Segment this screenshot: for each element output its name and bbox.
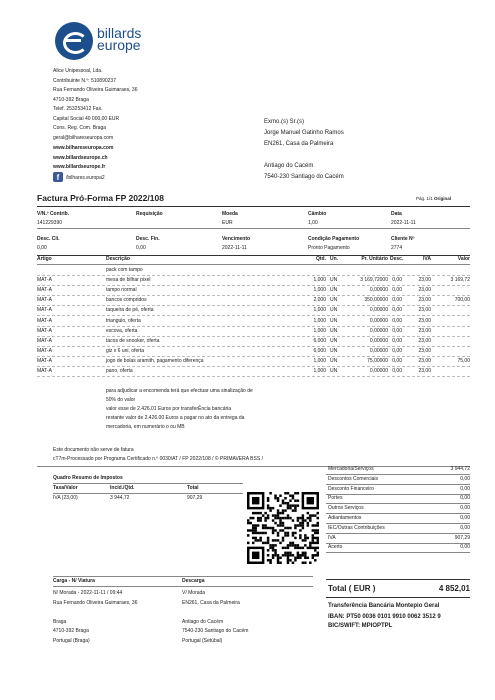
- load-address: [53, 589, 138, 646]
- items-cell: 0,00000: [369, 287, 388, 294]
- meta-value: 1,00: [308, 220, 318, 226]
- items-cell: 2,000: [313, 297, 326, 304]
- items-cell: UN: [330, 307, 338, 314]
- meta-value: 0,00: [136, 245, 146, 251]
- items-cell: tacos de snooker, oferta: [106, 337, 160, 344]
- company-websites: [53, 144, 113, 173]
- summary-label: Acerto: [328, 544, 343, 551]
- row-separator: [37, 326, 470, 327]
- items-cell: 23,00: [418, 327, 431, 334]
- summary-value: 0,00: [460, 515, 470, 521]
- company-info-line: 4710-392 Braga: [53, 96, 89, 103]
- row-separator: [37, 285, 470, 286]
- meta-value: 141229390: [37, 220, 63, 226]
- row-separator: [37, 295, 470, 296]
- meta-label: Vencimento: [222, 236, 251, 242]
- items-cell: 0,00: [392, 337, 402, 344]
- note-line: mercadoria, em numerário o ou MB: [106, 424, 185, 430]
- footer-divider: [37, 466, 470, 467]
- row-separator: [37, 275, 470, 276]
- total-divider: [326, 579, 470, 580]
- title-divider: [37, 206, 470, 207]
- summary-label: Adiantamentos: [328, 515, 362, 521]
- company-info-line: Telef. 253253412 Fax.: [53, 106, 103, 112]
- items-cell: 3 169,72: [450, 277, 470, 284]
- items-cell: MAT-A: [37, 297, 52, 304]
- items-cell: 23,00: [418, 347, 431, 354]
- items-cell: 0,00: [392, 297, 402, 304]
- items-header-cell: Pr. Unitário: [361, 256, 388, 262]
- qr-code-icon: [247, 492, 319, 564]
- items-header-divider: [37, 264, 470, 265]
- items-cell: escova, oferta: [106, 327, 138, 334]
- items-cell: UN: [330, 297, 338, 304]
- items-cell: UN: [330, 287, 338, 294]
- items-cell: 6,000: [313, 337, 326, 344]
- meta-value: Pronto Pagamento: [308, 245, 350, 251]
- summary-value: 0,00: [460, 475, 470, 482]
- recipient-line: Antiago do Cacém: [264, 163, 314, 169]
- document-title: Factura Pró-Forma FP 2022/108: [37, 193, 164, 203]
- total-divider-2: [326, 597, 470, 598]
- summary-value: 0,00: [460, 485, 470, 492]
- load-line: Portugal (Braga): [53, 637, 90, 644]
- summary-label: Outros Serviços: [328, 505, 364, 512]
- note-line: para adjudicar a encomenda terá que efectuar uma sinalização de: [106, 388, 253, 394]
- items-cell: triangulo, oferta: [106, 317, 141, 324]
- items-cell: MAT-A: [37, 307, 52, 314]
- summary-value: 0,00: [460, 505, 470, 512]
- summary-label: IEC/Outras Contribuições: [328, 524, 385, 531]
- tax-divider: [53, 483, 243, 484]
- summary-divider: [326, 552, 470, 553]
- meta-label: Moeda: [222, 211, 238, 217]
- meta-value: 2022-11-11: [222, 245, 247, 251]
- items-cell: 23,00: [418, 337, 431, 344]
- items-cell: UN: [330, 347, 338, 354]
- items-cell: 350,00000: [364, 297, 388, 304]
- items-cell: 0,00000: [369, 337, 388, 344]
- items-cell: 1,000: [313, 307, 326, 314]
- summary-value: 907,29: [454, 534, 470, 541]
- row-separator: [37, 366, 470, 367]
- items-cell: 0,00: [392, 287, 402, 294]
- meta-label: V/N.º Contrib.: [37, 211, 70, 217]
- meta-value: 2022-11-11: [391, 220, 416, 226]
- row-separator: [37, 346, 470, 347]
- summary-value: 0,00: [460, 524, 470, 531]
- tax-header-total: Total: [187, 485, 199, 491]
- recipient-line: EN261, Casa da Palmeira: [264, 141, 334, 147]
- items-header-cell: Un.: [330, 256, 339, 262]
- items-cell: UN: [330, 277, 338, 284]
- items-cell: 6,000: [313, 347, 326, 354]
- bank-iban: IBAN: PT50 0036 0101 9910 0062 3512 9: [328, 614, 441, 620]
- website-link[interactable]: www.billardseurope.ch: [53, 154, 108, 161]
- items-cell: UN: [330, 357, 338, 364]
- items-cell: UN: [330, 317, 338, 324]
- tax-summary-title: Quadro Resumo de Impostos: [53, 475, 123, 481]
- recipient-block: [264, 117, 344, 183]
- items-cell: 23,00: [418, 287, 431, 294]
- tax-header-rate: Taxa/Valor: [53, 485, 78, 491]
- items-cell: 23,00: [418, 317, 431, 324]
- facebook-icon[interactable]: f: [53, 172, 63, 182]
- recipient-greeting: Exmo.(s) Sr.(s): [264, 119, 304, 125]
- meta-value: 0,00: [37, 245, 47, 251]
- footer-note-line: Este documento não serve de fatura: [53, 447, 134, 453]
- note-line: restante valor de 2.426.00 Euros a pagar no ato da entrega da: [106, 415, 245, 421]
- tax-header-base: Incid./Qtd.: [110, 485, 135, 491]
- tax-base: 3 944,72: [110, 495, 130, 501]
- items-cell: UN: [330, 327, 338, 334]
- total-label: Total ( EUR ): [328, 584, 376, 593]
- items-cell: MAT-A: [37, 337, 52, 344]
- items-cell: 0,00: [392, 357, 402, 364]
- row-separator: [37, 336, 470, 337]
- company-info-line: Contribuinte N.º: 510890237: [53, 77, 116, 84]
- company-info: [53, 67, 138, 143]
- items-cell: 1,000: [313, 368, 326, 374]
- facebook-link[interactable]: /bilhares.europa2: [66, 175, 105, 181]
- row-separator: [37, 356, 470, 357]
- unload-line: Antiago do Cacém: [182, 618, 224, 625]
- items-cell: pano, oferta: [106, 368, 133, 374]
- items-cell: 1,000: [313, 357, 326, 364]
- items-header-cell: Valor: [457, 256, 470, 262]
- items-cell: 0,00000: [369, 368, 388, 374]
- meta-value: 2774: [391, 245, 403, 251]
- load-line: 4710-392 Braga: [53, 628, 89, 634]
- company-logo-icon: [55, 22, 93, 60]
- unload-line: V/ Morada: [182, 590, 206, 596]
- load-line: Rua Fernando Oliveira Guimaraes, 36: [53, 599, 138, 606]
- items-cell: 0,00: [392, 317, 402, 324]
- items-cell: 23,00: [418, 297, 431, 304]
- items-header-cell: Qtd.: [316, 256, 326, 262]
- meta-label: Câmbio: [308, 211, 327, 217]
- summary-value: 0,00: [460, 544, 470, 551]
- company-info-line: Rua Fernando Oliveira Guimaraes, 36: [53, 87, 138, 93]
- row-separator: [37, 315, 470, 316]
- items-cell: 0,00: [392, 277, 402, 284]
- items-header-cell: Desc.: [390, 256, 404, 262]
- recipient-line: Jorge Manuel Gatinho Ramos: [264, 130, 344, 136]
- summary-label: IVA: [328, 534, 336, 541]
- items-cell: 0,00: [392, 368, 402, 374]
- items-cell: MAT-A: [37, 277, 52, 284]
- items-cell: 0,00000: [369, 317, 388, 324]
- items-cell: 23,00: [418, 307, 431, 314]
- summary-label: Descontos Comerciais: [328, 475, 379, 482]
- shipping-divider: [53, 576, 313, 577]
- tax-divider-2: [53, 493, 243, 494]
- meta-label: Desc. Fin.: [136, 236, 160, 242]
- tax-total: 907,29: [187, 495, 203, 501]
- items-cell: mesa de bilhar pixel: [106, 277, 151, 284]
- items-cell: tampo normal: [106, 287, 137, 294]
- items-cell: bancos compridos: [106, 297, 147, 304]
- tax-rate: IVA (23,00): [53, 495, 78, 501]
- summary-label: Desconto Financeiro: [328, 485, 374, 492]
- page-indicator: [416, 195, 451, 202]
- website-link[interactable]: www.billardseurope.fr: [53, 164, 106, 170]
- summary-label: Portes: [328, 495, 343, 502]
- items-cell: 0,00: [392, 327, 402, 334]
- items-cell: 700,00: [454, 297, 470, 304]
- footer-note-line: cT7m-Processado por Programa Certificado n.º 0030/AT / FP 2022/108 / © PRIMAVERA BSS /: [53, 456, 263, 462]
- items-header-cell: Artigo: [37, 256, 52, 262]
- items-cell: 23,00: [418, 277, 431, 284]
- company-info-line: Alice Unipessoal, Lda.: [53, 68, 103, 74]
- company-logo-text: [97, 27, 141, 51]
- items-cell: 1,000: [313, 317, 326, 324]
- meta-label: Data: [391, 211, 402, 217]
- items-cell: 0,00000: [369, 327, 388, 334]
- logo-line2: europe: [97, 37, 141, 53]
- load-title: Carga - N/ Viatura: [53, 578, 95, 584]
- unload-line: [182, 608, 248, 618]
- load-line: N/ Morada - 2022-11-11 / 09:44: [53, 590, 123, 596]
- items-cell: taqueira de pé, oferta: [106, 307, 154, 314]
- items-cell: 1,000: [313, 277, 326, 284]
- note-line: 50% do valor: [106, 397, 136, 403]
- summary-value: 3 944,72: [450, 466, 470, 472]
- unload-title: Descarga: [182, 578, 205, 584]
- items-cell: 23,00: [418, 368, 431, 374]
- shipping-divider-2: [53, 586, 313, 587]
- page-number: Pág. 1/1: [416, 196, 433, 201]
- items-cell: 75,00000: [367, 357, 388, 364]
- items-cell: 0,00000: [369, 307, 388, 314]
- company-info-line: Capital Social 40 000,00 EUR: [53, 115, 120, 122]
- meta-label: Condição Pagamento: [308, 236, 360, 242]
- website-link[interactable]: www.bilhareseuropa.com: [53, 145, 114, 151]
- items-cell: 1,000: [313, 287, 326, 294]
- items-cell: 0,00000: [369, 347, 388, 354]
- items-cell: 23,00: [418, 357, 431, 364]
- items-cell: giz x 6 uni, oferta: [106, 347, 145, 354]
- items-cell: pack com tampo: [106, 267, 143, 273]
- items-cell: UN: [330, 368, 338, 374]
- load-line: Braga: [53, 618, 67, 625]
- items-cell: 0,00: [392, 347, 402, 354]
- items-cell: 75,00: [457, 357, 470, 364]
- recipient-line: [264, 150, 344, 161]
- row-separator: [37, 305, 470, 306]
- total-value: 4 852,01: [438, 584, 470, 593]
- items-cell: 3 169,72000: [360, 277, 388, 284]
- row-separator: [37, 376, 470, 377]
- order-notes: [106, 387, 253, 432]
- logo-line1: billards: [97, 25, 142, 41]
- items-cell: MAT-A: [37, 317, 52, 324]
- unload-address: [182, 589, 248, 646]
- summary-value: 0,00: [460, 495, 470, 502]
- recipient-line: 7540-230 Santiago do Cacém: [264, 174, 344, 180]
- meta-label: Desc. Cli.: [37, 236, 60, 242]
- company-info-line: geral@bilhareseuropa.com: [53, 134, 114, 141]
- items-cell: MAT-A: [37, 327, 52, 334]
- items-header-cell: IVA: [423, 256, 431, 262]
- items-header-cell: Descrição: [106, 256, 130, 262]
- meta-label: Requisição: [136, 211, 163, 217]
- note-line: valor esse de 2.426.01 Euros por transferÊncia bancária: [106, 406, 232, 412]
- items-cell: 1,000: [313, 327, 326, 334]
- items-cell: MAT-A: [37, 368, 52, 374]
- company-info-line: Cons. Reg. Com. Braga: [53, 125, 107, 131]
- items-cell: UN: [330, 337, 338, 344]
- load-line: [53, 608, 138, 618]
- items-cell: MAT-A: [37, 357, 52, 364]
- items-cell: MAT-A: [37, 347, 52, 354]
- unload-line: 7540-230 Santiago do Cacém: [182, 628, 249, 634]
- items-cell: 0,00: [392, 307, 402, 314]
- bank-title: Transferência Bancária Montepio Geral: [328, 603, 440, 609]
- meta-label: Cliente Nº: [391, 236, 415, 242]
- footer-notes: [53, 446, 263, 464]
- original-label: Original: [434, 196, 452, 201]
- items-cell: MAT-A: [37, 287, 52, 294]
- unload-line: Portugal (Setúbal): [182, 637, 223, 644]
- summary-label: Mercadoria/Serviços: [328, 466, 374, 472]
- bank-bic: BIC/SWIFT: MPIOPTPL: [328, 623, 393, 629]
- unload-line: EN261, Casa da Palmeira: [182, 599, 240, 606]
- meta-divider: [37, 228, 470, 229]
- items-cell: jogo de bolas aramith, pagamento diferença: [106, 357, 204, 364]
- meta-value: EUR: [222, 220, 233, 226]
